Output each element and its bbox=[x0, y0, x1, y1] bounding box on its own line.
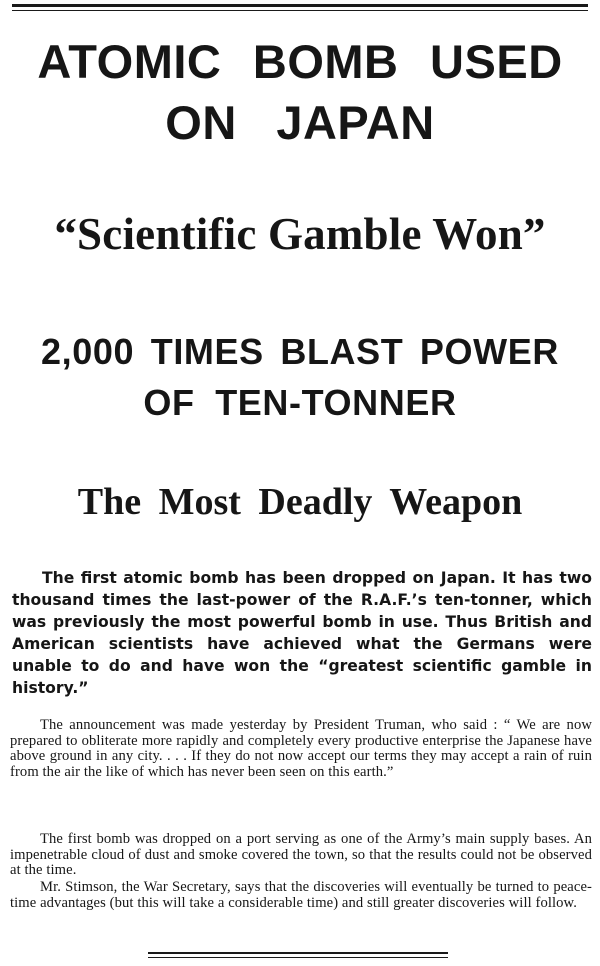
bottom-rule-thick bbox=[148, 952, 448, 954]
bottom-rule-thin bbox=[148, 957, 448, 958]
subheadline-line-1: 2,000 TIMES BLAST POWER bbox=[41, 331, 559, 372]
body-paragraph-2: The first bomb was dropped on a port serving as one of the Army’s main supply bases. An impenetrable cloud of dust and smoke covered the town, so that the results could not be observed at the time. bbox=[10, 831, 592, 879]
headline-line-2: ON JAPAN bbox=[165, 96, 435, 149]
top-rule-thick bbox=[12, 4, 588, 7]
lead-paragraph: The first atomic bomb has been dropped on Japan. It has two thousand times the last-power of the R.A.F.’s ten-tonner, which was previously the most powerful bomb in use. Thus British and American scientists have achieved what the Germans were unable to do and have won the “greatest scientific gamble in history.” bbox=[12, 569, 592, 697]
headline-quote: “Scientific Gamble Won” bbox=[54, 209, 546, 259]
deck-headline: The Most Deadly Weapon bbox=[77, 481, 523, 523]
body-paragraph-3: Mr. Stimson, the War Secretary, says that the discoveries will eventually be turned to peace-time advantages (but this will take a considerable time) and still greater discoveries will follow. bbox=[10, 879, 592, 911]
subheadline-line-2: OF TEN-TONNER bbox=[143, 382, 457, 423]
body-paragraph-1: The announcement was made yesterday by President Truman, who said : “ We are now prepared to obliterate more rapidly and completely every productive enterprise the Japanese have above ground in any city. . . . If they do not now accept our terms they may accept a rain of ruin from the air the like of which has never been seen on this earth.” bbox=[10, 717, 592, 780]
top-rule-thin bbox=[12, 10, 588, 11]
headline-line-1: ATOMIC BOMB USED bbox=[37, 35, 563, 88]
